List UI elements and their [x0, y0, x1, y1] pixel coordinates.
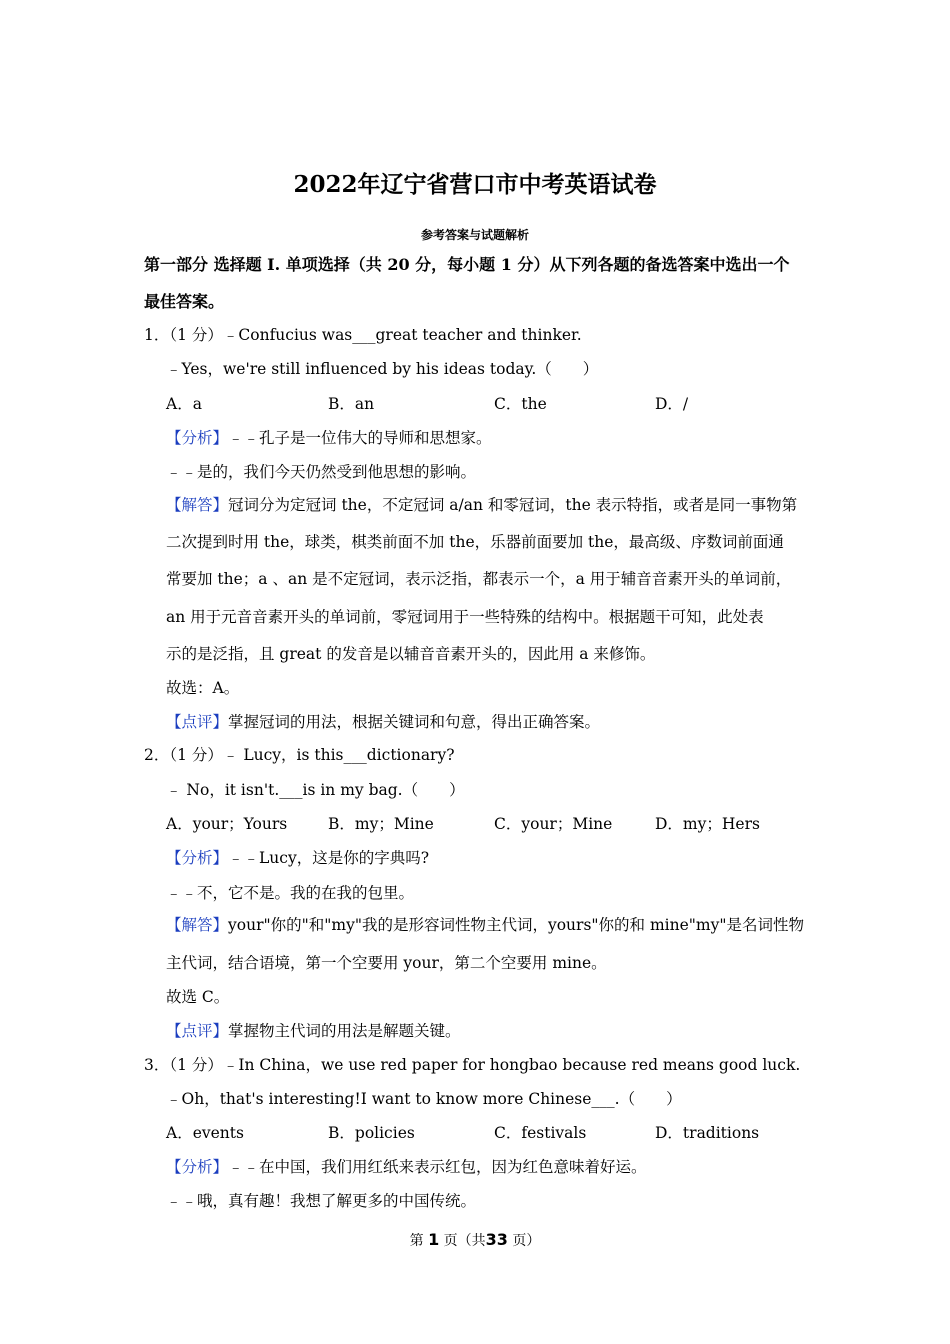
question-2-analysis [166, 848, 429, 868]
footer-suffix: 页） [512, 1233, 541, 1249]
question-1-answer-line-1 [166, 495, 797, 515]
footer-total-pages: 33 [485, 1230, 508, 1249]
analysis-text: ﹣﹣在中国，我们用红纸来表示红包，因为红色意味着好运。 [228, 1158, 647, 1176]
question-1-answer-line-2: 二次提到时用 the，球类，棋类前面不加 the，乐器前面要加 the，最高级、序数词前面通 [166, 533, 784, 551]
question-3-option-b: B．policies [328, 1124, 415, 1142]
question-1-answer-line-4: an 用于元音音素开头的单词前，零冠词用于一些特殊的结构中。根据题干可知，此处表 [166, 608, 764, 626]
question-1-choice: 故选：A。 [166, 679, 240, 697]
question-1-option-b: B．an [328, 395, 375, 413]
footer-middle: 页（共 [443, 1233, 486, 1249]
section-heading-line-1: 第一部分 选择题 I. 单项选择（共 20 分，每小题 1 分）从下列各题的备选答案中选出一个 [144, 255, 790, 274]
comment-tag: 【点评】 [166, 713, 229, 731]
analysis-tag: 【分析】 [166, 849, 229, 867]
question-1-stem: 1．（1 分）﹣Confucius was___great teacher and thinker. [144, 326, 582, 344]
question-3-option-d: D．traditions [655, 1124, 760, 1142]
question-1-answer-line-5: 示的是泛指，且 great 的发音是以辅音音素开头的，因此用 a 来修饰。 [166, 645, 656, 663]
section-heading-line-2: 最佳答案。 [144, 292, 225, 311]
comment-text: 掌握物主代词的用法是解题关键。 [228, 1022, 461, 1040]
question-1-analysis [166, 428, 492, 448]
page-footer [0, 1230, 950, 1250]
question-2-option-c: C．your；Mine [494, 815, 613, 833]
analysis-tag: 【分析】 [166, 1158, 229, 1176]
question-3-reply: ﹣Oh，that's interesting!I want to know more Chinese___.（ ） [166, 1090, 682, 1108]
answer-text: 冠词分为定冠词 the，不定冠词 a/an 和零冠词，the 表示特指，或者是同一事物第 [228, 496, 798, 514]
question-2-comment [166, 1021, 461, 1041]
question-3-option-a: A．events [166, 1124, 244, 1142]
question-2-option-a: A．your；Yours [166, 815, 288, 833]
question-3-stem: 3．（1 分）﹣In China，we use red paper for hongbao because red means good luck. [144, 1056, 801, 1074]
section-heading [144, 246, 816, 320]
question-1-option-d: D．/ [655, 395, 689, 413]
question-2-option-b: B．my；Mine [328, 815, 434, 833]
question-2-reply: ﹣ No，it isn't.___is in my bag.（ ） [166, 781, 465, 799]
comment-tag: 【点评】 [166, 1022, 229, 1040]
page-subtitle: 参考答案与试题解析 [420, 228, 529, 242]
question-1-option-a: A．a [166, 395, 202, 413]
question-3-analysis [166, 1157, 647, 1177]
question-1-comment [166, 712, 600, 732]
question-1-analysis-line-2: ﹣﹣是的，我们今天仍然受到他思想的影响。 [166, 463, 477, 481]
answer-tag: 【解答】 [166, 916, 229, 934]
footer-prefix: 第 [409, 1233, 424, 1249]
comment-text: 掌握冠词的用法，根据关键词和句意，得出正确答案。 [228, 713, 601, 731]
analysis-text: ﹣﹣孔子是一位伟大的导师和思想家。 [228, 429, 492, 447]
question-2-analysis-line-2: ﹣﹣不，它不是。我的在我的包里。 [166, 884, 415, 902]
question-2-answer-line-1 [166, 915, 804, 935]
analysis-text: ﹣﹣Lucy，这是你的字典吗? [228, 849, 430, 867]
question-1-reply: ﹣Yes，we're still influenced by his ideas today.（ ） [166, 360, 599, 378]
answer-tag: 【解答】 [166, 496, 229, 514]
page-title: 2022年辽宁省营口市中考英语试卷 [293, 171, 657, 198]
question-2-answer-line-2: 主代词，结合语境，第一个空要用 your，第二个空要用 mine。 [166, 954, 607, 972]
analysis-tag: 【分析】 [166, 429, 229, 447]
question-1-answer-line-3: 常要加 the；a 、an 是不定冠词，表示泛指，都表示一个，a 用于辅音音素开头的单词前， [166, 570, 792, 588]
question-3-option-c: C．festivals [494, 1124, 587, 1142]
question-2-option-d: D．my；Hers [655, 815, 760, 833]
question-1-option-c: C．the [494, 395, 547, 413]
question-2-choice: 故选 C。 [166, 988, 230, 1006]
question-2-stem: 2．（1 分）﹣ Lucy，is this___dictionary? [144, 746, 455, 764]
answer-text: your"你的"和"my"我的是形容词性物主代词，yours"你的和 mine"my"是名词性物 [228, 916, 804, 934]
footer-page-number: 1 [428, 1230, 440, 1249]
question-3-analysis-line-2: ﹣﹣哦，真有趣！我想了解更多的中国传统。 [166, 1192, 477, 1210]
